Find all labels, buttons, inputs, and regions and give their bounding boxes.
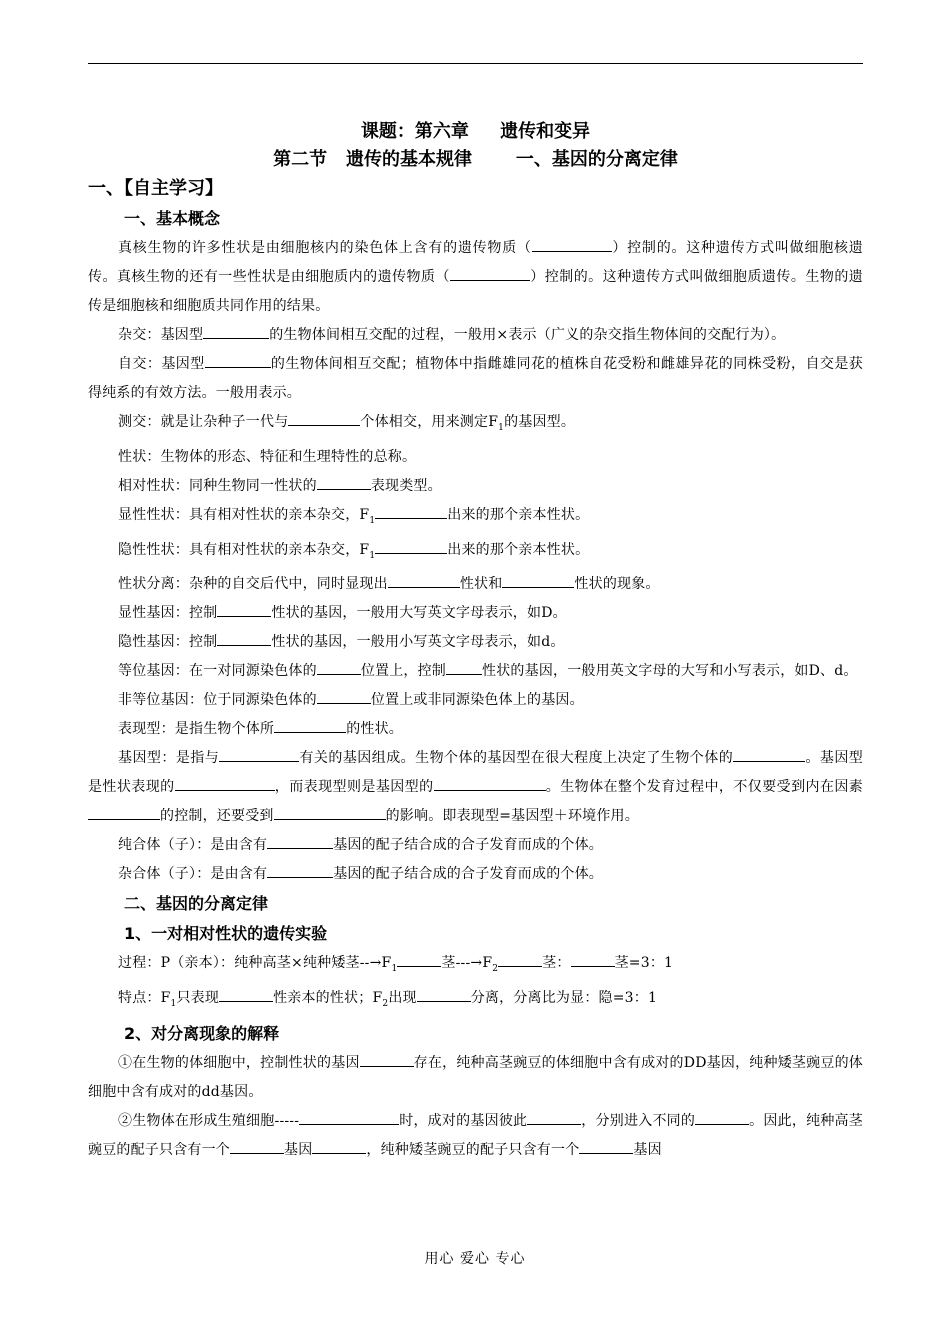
fill-blank[interactable]	[695, 1108, 749, 1125]
paragraph-relative-trait: 相对性状：同种生物同一性状的 表现类型。	[88, 472, 863, 501]
fill-blank[interactable]	[267, 832, 333, 849]
fill-blank[interactable]	[288, 409, 360, 426]
paragraph-dominant-gene: 显性基因：控制 性状的基因，一般用大写英文字母表示，如D。	[88, 599, 863, 628]
explanation-heading: 2、对分离现象的解释	[124, 1023, 280, 1043]
self-study-heading: 一、【自主学习】	[88, 178, 223, 199]
fill-blank[interactable]	[375, 502, 447, 519]
fill-blank[interactable]	[219, 745, 299, 762]
fill-blank[interactable]	[571, 950, 615, 967]
fill-blank[interactable]	[532, 235, 612, 252]
fill-blank[interactable]	[502, 571, 574, 588]
paragraph-genotype: 基因型：是指与 有关的基因组成。生物个体的基因型在很大程度上决定了生物个体的 。基因型是性状表现的 ，而表现型则是基因型的 。生物体在整个发育过程中，不仅要受到内在因素的控制，还要受到 的影响。即表现型=基因型＋环境作用。	[88, 744, 863, 831]
section-title: 第二节 遗传的基本规律 一、基因的分离定律	[273, 149, 678, 170]
fill-blank[interactable]	[579, 1137, 633, 1154]
fill-blank[interactable]	[175, 774, 275, 791]
fill-blank[interactable]	[317, 658, 361, 675]
fill-blank[interactable]	[375, 537, 447, 554]
paragraph-recessive-gene: 隐性基因：控制 性状的基因，一般用小写英文字母表示，如d。	[88, 628, 863, 657]
fill-blank[interactable]	[88, 803, 160, 820]
fill-blank[interactable]	[317, 473, 371, 490]
paragraph-phenotype: 表现型：是指生物个体所 的性状。	[88, 715, 863, 744]
paragraph-hybridization: 杂交：基因型 的生物体间相互交配的过程，一般用×表示（广义的杂交指生物体间的交配行为）。	[88, 321, 863, 350]
fill-blank[interactable]	[388, 571, 460, 588]
segregation-law-heading: 二、基因的分离定律	[124, 894, 269, 914]
fill-blank[interactable]	[267, 861, 333, 878]
paragraph-heredity: 真核生物的许多性状是由细胞核内的染色体上含有的遗传物质（ ）控制的。这种遗传方式叫做细胞核遗传。真核生物的还有一些性状是由细胞质内的遗传物质（ ）控制的。这种遗传方式叫做细胞质遗传。生物的遗传是细胞核和细胞质共同作用的结果。	[88, 234, 863, 321]
paragraph-recessive-trait: 隐性性状：具有相对性状的亲本杂交，$F_1$ 出来的那个亲本性状。	[88, 536, 863, 571]
paragraph-testcross: 测交：就是让杂种子一代与 个体相交，用来测定$F_1$的基因型。	[88, 408, 863, 443]
fill-blank[interactable]	[219, 985, 273, 1002]
fill-blank[interactable]	[317, 687, 371, 704]
page-footer: 用心 爱心 专心	[424, 1251, 526, 1267]
fill-blank[interactable]	[527, 1108, 581, 1125]
fill-blank[interactable]	[417, 985, 471, 1002]
fill-blank[interactable]	[299, 1108, 399, 1125]
paragraph-allele: 等位基因：在一对同源染色体的 位置上，控制 性状的基因，一般用英文字母的大写和小写表示，如D、d。	[88, 657, 863, 686]
paragraph-segregation: 性状分离：杂种的自交后代中，同时显现出 性状和 性状的现象。	[88, 570, 863, 599]
fill-blank[interactable]	[205, 351, 271, 368]
basic-concepts-heading: 一、基本概念	[124, 209, 221, 228]
fill-blank[interactable]	[274, 803, 386, 820]
fill-blank[interactable]	[450, 264, 530, 281]
paragraph-explanation-1: ①在生物的体细胞中，控制性状的基因 存在，纯种高茎豌豆的体细胞中含有成对的DD基因，纯种矮茎豌豆的体细胞中含有成对的dd基因。	[88, 1049, 863, 1107]
fill-blank[interactable]	[733, 745, 805, 762]
paragraph-trait: 性状：生物体的形态、特征和生理特性的总称。	[118, 448, 417, 465]
fill-blank[interactable]	[312, 1137, 366, 1154]
fill-blank[interactable]	[230, 1137, 284, 1154]
fill-blank[interactable]	[498, 950, 542, 967]
paragraph-dominant-trait: 显性性状：具有相对性状的亲本杂交，$F_1$ 出来的那个亲本性状。	[88, 501, 863, 536]
paragraph-heterozygote: 杂合体（子）：是由含有 基因的配子结合成的合子发育而成的个体。	[88, 860, 863, 889]
paragraph-features: 特点：$F_1$只表现 性亲本的性状；$F_2$出现 分离，分离比为显：隐=3：1	[88, 984, 863, 1019]
fill-blank[interactable]	[446, 658, 482, 675]
lesson-title: 课题：第六章 遗传和变异	[360, 121, 591, 142]
paragraph-homozygote: 纯合体（子）：是由含有 基因的配子结合成的合子发育而成的个体。	[88, 831, 863, 860]
fill-blank[interactable]	[217, 629, 271, 646]
fill-blank[interactable]	[274, 716, 346, 733]
experiment-heading: 1、一对相对性状的遗传实验	[124, 924, 328, 944]
fill-blank[interactable]	[434, 774, 546, 791]
fill-blank[interactable]	[360, 1050, 414, 1067]
paragraph-process: 过程：P（亲本）：纯种高茎×纯种矮茎$--\to F_1$ 茎$---\to F_2$ 茎： 茎=3：1	[88, 949, 863, 984]
fill-blank[interactable]	[217, 600, 271, 617]
fill-blank[interactable]	[397, 950, 441, 967]
header-rule	[88, 63, 863, 64]
paragraph-explanation-2: ②生物体在形成生殖细胞----- 时，成对的基因彼此 ，分别进入不同的 。因此，纯种高茎豌豆的配子只含有一个 基因 ，纯种矮茎豌豆的配子只含有一个 基因	[88, 1107, 863, 1165]
fill-blank[interactable]	[203, 322, 269, 339]
paragraph-selfing: 自交：基因型 的生物体间相互交配；植物体中指雌雄同花的植株自花受粉和雌雄异花的同株受粉，自交是获得纯系的有效方法。一般用表示。	[88, 350, 863, 408]
paragraph-non-allele: 非等位基因：位于同源染色体的 位置上或非同源染色体上的基因。	[88, 686, 863, 715]
document-body	[88, 118, 863, 1165]
